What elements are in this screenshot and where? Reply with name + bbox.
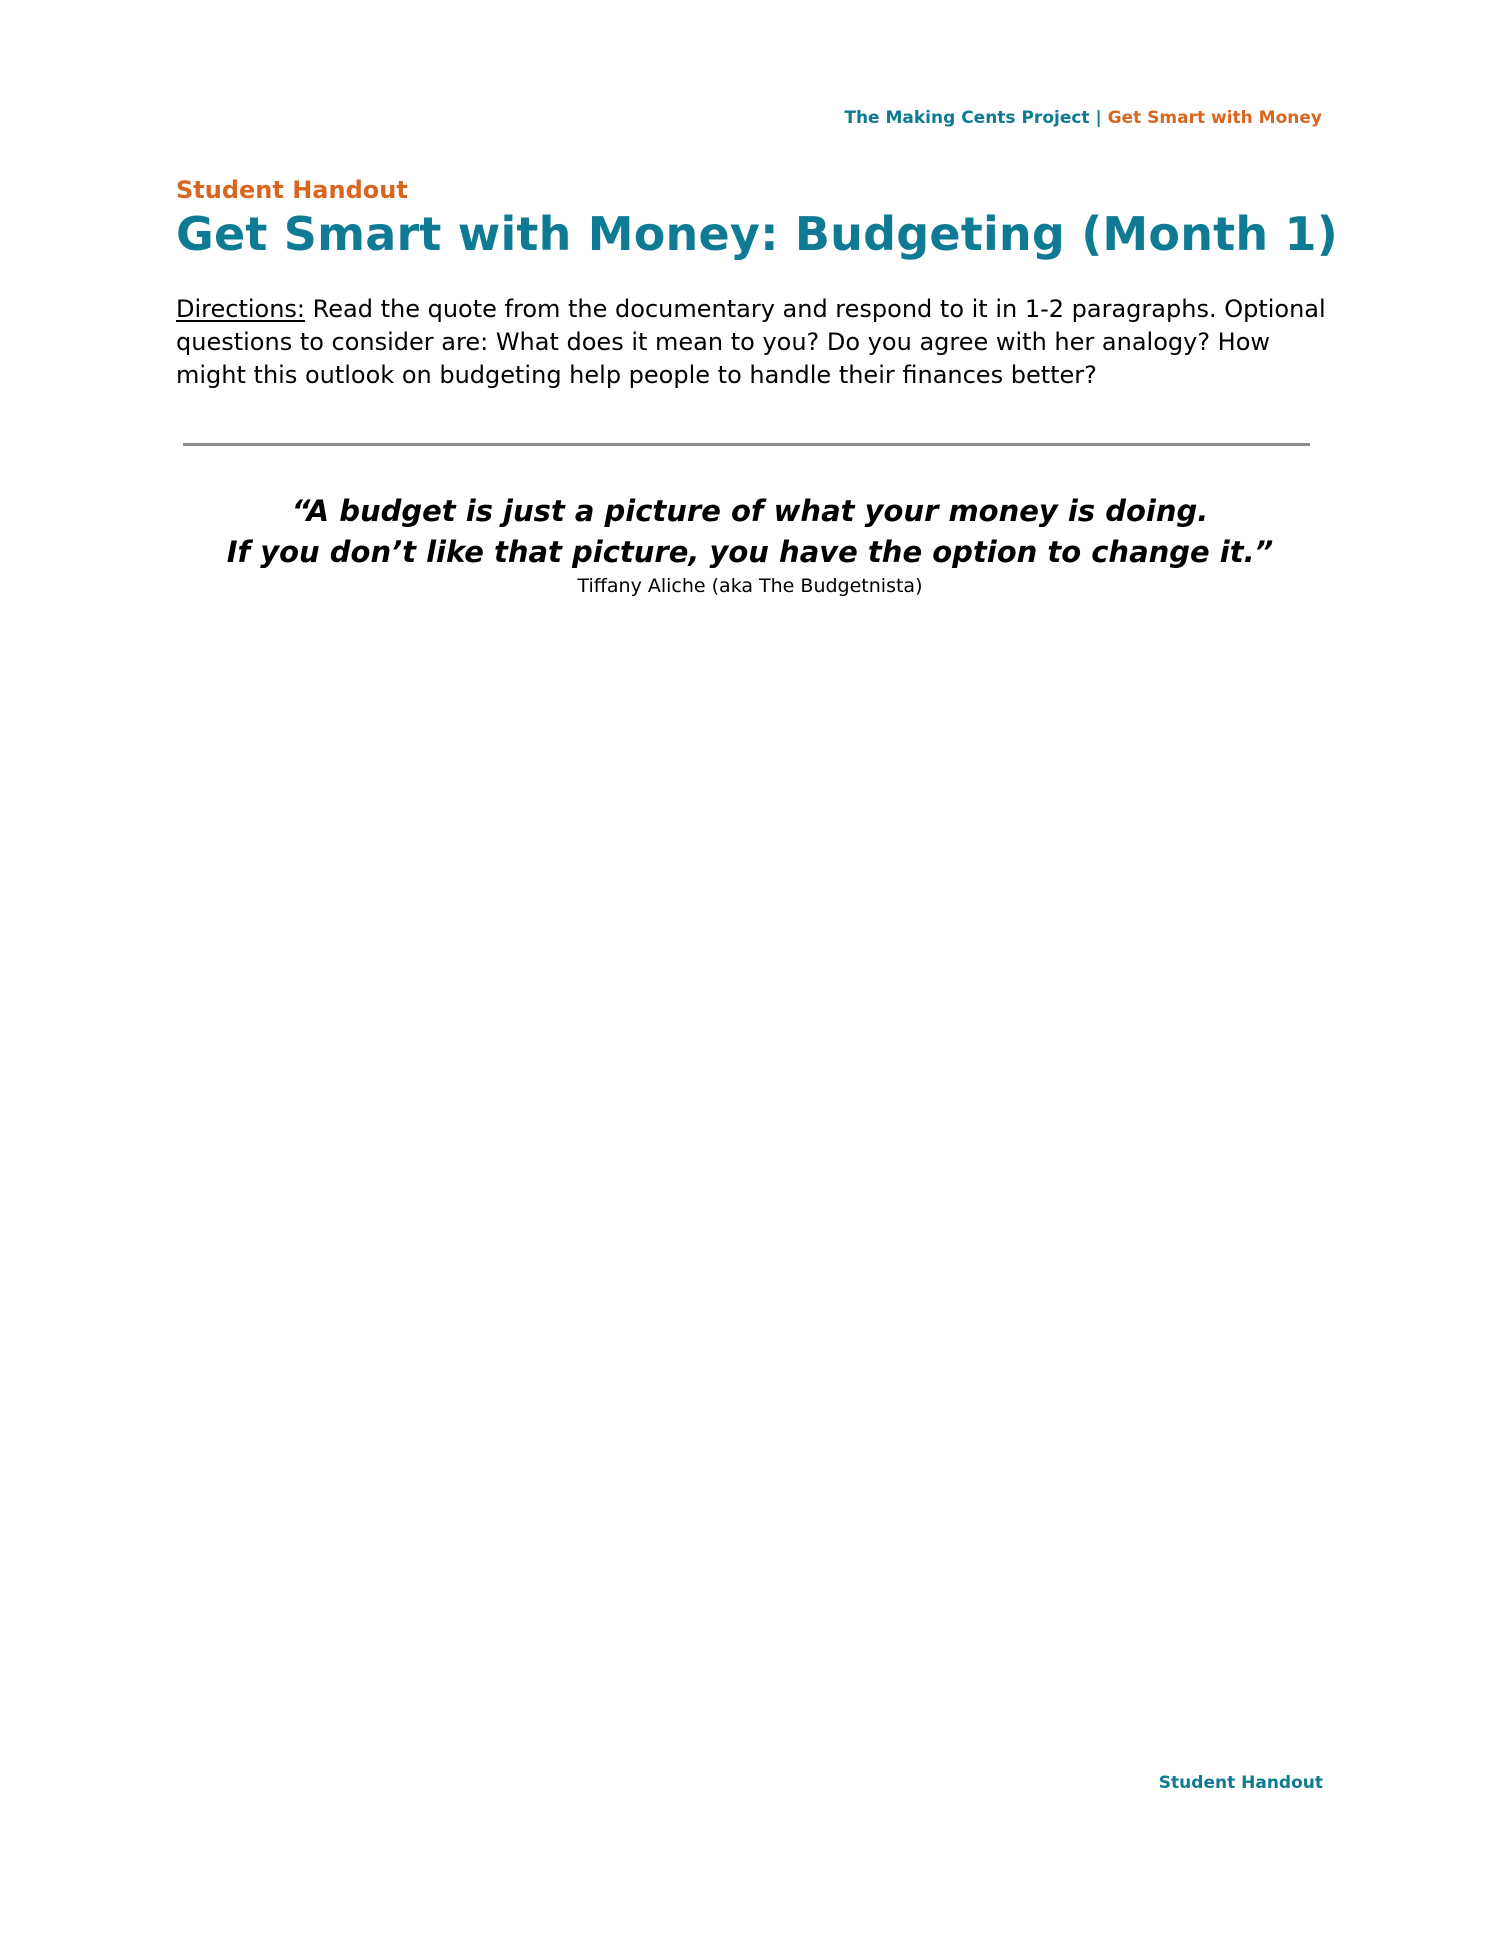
page-title: Get Smart with Money: Budgeting (Month 1) (176, 207, 1338, 261)
header-separator: | (1089, 108, 1108, 128)
handout-label: Student Handout (176, 176, 408, 204)
featured-quote (0, 491, 1500, 573)
section-divider (183, 443, 1310, 446)
quote-attribution: Tiffany Aliche (aka The Budgetnista) (577, 575, 923, 597)
directions-text: Read the quote from the documentary and respond to it in 1-2 paragraphs. Optional questions to consider are: What does it mean to you? Do you agree with her analogy? How might this outlook on budgeting help people to handle their finances better? (176, 295, 1326, 389)
header-series-name: Get Smart with Money (1107, 108, 1322, 128)
header-project-name: The Making Cents Project (844, 108, 1090, 128)
quote-line-1: “A budget is just a picture of what your money is doing. (291, 494, 1209, 528)
running-footer: Student Handout (1158, 1773, 1323, 1793)
directions-label: Directions: (176, 295, 306, 323)
quote-line-2: If you don’t like that picture, you have the option to change it.” (226, 535, 1274, 569)
directions-paragraph (176, 293, 1326, 392)
running-header (844, 108, 1322, 128)
